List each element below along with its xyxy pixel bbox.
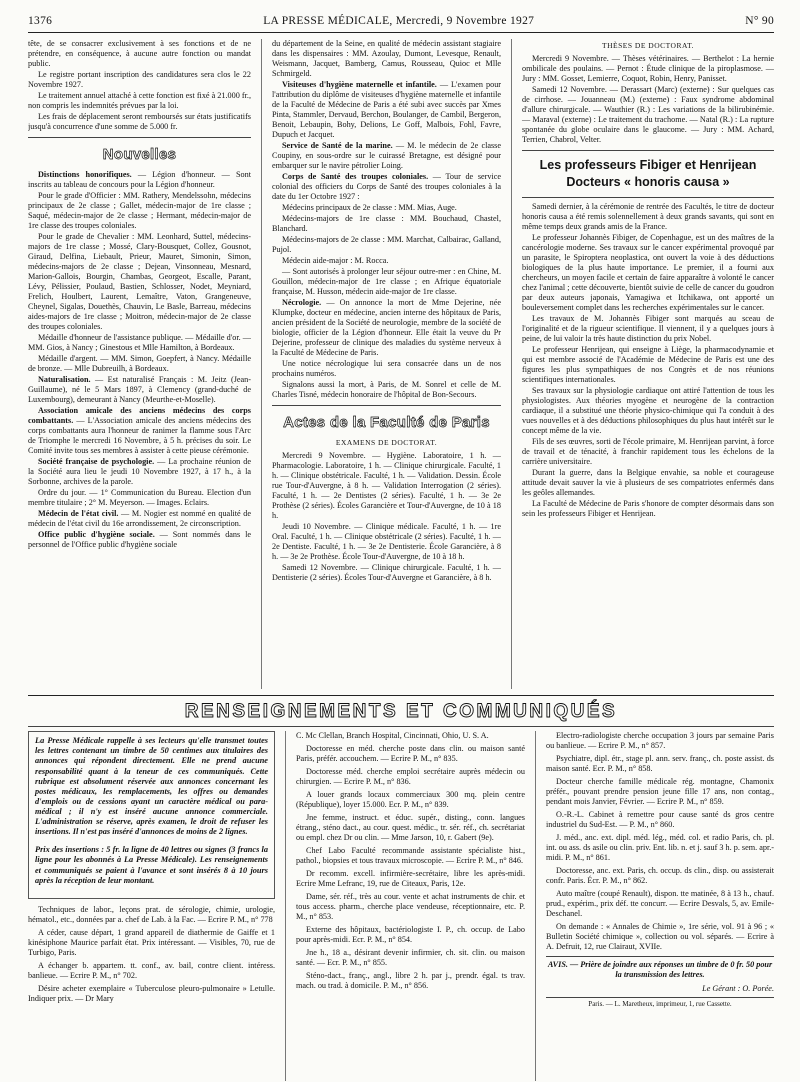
page-number: 1376 — [28, 15, 53, 27]
classified-ad: Doctoresse méd. cherche emploi secrétaire auprès médecin ou chirurgien. — Ecrire P. M., n° 836. — [296, 767, 525, 787]
classified-ad: Psychiatre, dipl. étr., stage pl. ann. serv. franç., ch. poste assist. ds maison santé. Ecr. P. M., n° 858. — [546, 754, 774, 774]
paragraph: La Faculté de Médecine de Paris s'honore de compter désormais dans son sein les professeurs Fibiger et Henrijean. — [522, 498, 774, 518]
column-3 — [512, 39, 774, 689]
headline-line-1: Les professeurs Fibiger et Henrijean — [539, 158, 757, 173]
classified-ad: Chef Labo Faculté recommande assistante spécialiste hist., pathol., biopsies et tous travaux microscopie. — Ecrire P. M., n° 846. — [296, 846, 525, 866]
paragraph: Ses travaux sur la physiologie cardiaque ont attiré l'attention de tous les physiologistes. Aux théories myogène et neurogène de la contraction cardiaque, il a substitué une théorie physico-chimique qui l'a conduit à des vues nouvelles et à des déductions philosophiques du plus haut intérêt sur le concept même de la vie. — [522, 385, 774, 435]
classifieds-column-2 — [286, 731, 536, 1081]
paragraph: Une notice nécrologique lui sera consacrée dans un de nos prochains numéros. — [272, 359, 501, 379]
paragraph: Mercredi 9 Novembre. — Hygiène. Laboratoire, 1 h. — Pharmacologie. Laboratoire, 1 h. — Clinique chirurgicale. Faculté, 1 h. — Clinique obstétricale. Faculté, 1 h. — Validation. Dessin. École rue Tour-d'Auvergne, à 8 h. — Validation Interrogation (2 séries). Faculté, 1 h. — 2e Dentistes (2 séries). Faculté, 1 h. — 3e 2e Prothèse (2 séries). Écoles Garancière et Tour-d'Auvergne, de 10 à 18 h. — [272, 451, 501, 521]
item-title: Office public d'hygiène sociale. — [38, 530, 155, 540]
printer-line: Paris. — L. Maretheux, imprimeur, 1, rue Cassette. — [546, 997, 774, 1009]
item-title: Service de Santé de la marine. — [282, 141, 393, 151]
paragraph: Médecin aide-major : M. Rocca. — [282, 256, 389, 266]
item-title: Visiteuses d'hygiène maternelle et infantile. — [282, 80, 437, 90]
paragraph: Signalons aussi la mort, à Paris, de M. Sonrel et celle de M. Charles Tisné, médecin honoraire de l'hôpital de Bon-Secours. — [272, 380, 501, 400]
headline-line-2: Docteurs « honoris causa » — [566, 175, 730, 190]
paragraph: Médaille d'argent. — MM. Simon, Goepfert, à Nancy. Médaille de bronze. — Mlle Dubreuilh, à Bordeaux. — [28, 354, 251, 374]
section-title-nouvelles: Nouvelles — [102, 146, 177, 164]
classified-ad: Jne femme, instruct. et éduc. supér., disting., conn. langues étrang., sténo dact., au cour. quest. médic., tr. sér. réf., ch. secrétariat ou empl. chez Dr ou clin. — Mme Jarson, 10, r. Gabert (9e). — [296, 813, 525, 843]
paragraph: Jeudi 10 Novembre. — Clinique médicale. Faculté, 1 h. — 1re Oral. Faculté, 1 h. — Clinique obstétricale (2 séries). Faculté, 1 h. — 2e Dentiste. Faculté, 1 h. — 3e 2e Dentisterie. École Garancière, à 8 h. — 3e 2e Prothèse. École Tour-d'Auvergne, de 10 à 18 h. — [272, 522, 501, 562]
item-body: — On annonce la mort de Mme Dejerine, née Klumpke, docteur en médecine, ancien interne des hôpitaux de Paris, ancien président de la Société de neurologie, membre de la société de biologie, officier de la Légion d'honneur. Elle était la veuve du Pr Dejerine, professeur de clinique des maladies du système nerveux à la Faculté de Médecine de Paris. — [272, 298, 501, 358]
paragraph: Samedi dernier, à la cérémonie de rentrée des Facultés, le titre de docteur honoris causa a été remis solennellement à deux grands savants, qui sont en même temps deux grands amis de la France. — [522, 201, 774, 231]
avis-notice: AVIS. — Prière de joindre aux réponses un timbre de 0 fr. 50 pour la transmission des lettres. — [546, 956, 774, 980]
section-banner — [28, 695, 774, 727]
item-title: Distinctions honorifiques. — [38, 170, 132, 180]
classifieds-section — [28, 731, 774, 1081]
column-1 — [28, 39, 262, 689]
item-body: — Légion d'honneur. — Sont inscrits au tableau de concours pour la Légion d'honneur. — [28, 170, 251, 190]
paragraph: Médaille d'honneur de l'assistance publique. — Médaille d'or. — MM. Gios, à Nancy ; Ginestous et Mlle Hamilton, à Bordeaux. — [28, 333, 251, 353]
classified-ad: A céder, cause départ, 1 grand appareil de diathermie de Gaiffe et 1 kinésiphone Maurice parfait état. Prix intéressant. — Visibles, 70, rue de Turbigo, Paris. — [28, 927, 275, 957]
page-header — [28, 14, 774, 33]
notice-box — [28, 731, 275, 899]
classified-ad: Dame, sér. réf., très au cour. vente et achat instruments de chir. et tous access. pharm., cherche place vendeuse, réceptionnaire, etc. P. M., n° 853. — [296, 892, 525, 922]
column-2 — [262, 39, 512, 689]
paragraph: Ordre du jour. — 1° Communication du Bureau. Election d'un membre titulaire ; 2° M. Meyerson. — Images. Eclairs. — [28, 488, 251, 508]
item-body: — Tour de service colonial des officiers du Corps de Santé des troupes coloniales à la date du 1er Octobre 1927 : — [272, 172, 502, 202]
item-body: — Sont nommés dans le personnel de l'Office public d'hygiène sociale — [28, 530, 251, 550]
publication-title: LA PRESSE MÉDICALE, Mercredi, 9 Novembre 1927 — [263, 15, 535, 27]
classified-ad: O.-R.-L. Cabinet à remettre pour cause santé ds gros centre industriel du Sud-Est. — P. M., n° 860. — [546, 810, 774, 830]
classified-ad: Externe des hôpitaux, bactériologiste I. P., ch. occup. de Labo pour après-midi. Ecr. P. M., n° 854. — [296, 925, 525, 945]
item-body: — L'Association amicale des anciens médecins des corps combattants aura l'honneur de ranimer la flamme sous l'Arc de Triomphe le mercredi 16 Novembre, à 5 h. précises du soir. Le Comité invite tous ses membres à assister à cette pieuse cérémonie. — [28, 416, 251, 456]
classifieds-column-3 — [536, 731, 774, 1081]
top-section — [28, 39, 774, 689]
article-headline — [522, 157, 774, 191]
classified-ad: Dr recomm. excell. infirmière-secrétaire, libre les après-midi. Ecrire Mme Lefranc, 19, rue de Citeaux, Paris, 12e. — [296, 869, 525, 889]
classified-ad: A échanger b. appartem. tt. conf., av. bail, contre client. intéress. banlieue. — Ecrire P. M., n° 702. — [28, 960, 275, 980]
paragraph: tête, de se consacrer exclusivement à ses fonctions et de ne prétendre, en conséquence, à aucune autre fonction ou mandat public. — [28, 39, 251, 69]
paragraph: Pour le grade d'Officier : MM. Rathery, Mendelssohn, médecins principaux de 2e classe ; Gallet, médecin-major de 1re classe ; Saqué, médecin-major de 2e classe ; Hermant, médecin-major de 1re classe des troupes coloniales. — [28, 191, 251, 231]
divider — [28, 137, 251, 138]
item-title: Corps de Santé des troupes coloniales. — [282, 172, 429, 182]
paragraph: Médecins principaux de 2e classe : MM. Mias, Auge. — [282, 203, 457, 213]
classified-ad: Jne h., 18 a., désirant devenir infirmier, ch. sit. clin. ou maison santé. — Ecr. P. M., n° 855. — [296, 948, 525, 968]
paragraph: Samedi 12 Novembre. — Derassart (Marc) (externe) : Sur quelques cas de cirrhose. — Jouanneau (M.) (externe) : Faux syndrome abdominal d'allure chirurgicale. — Wauthier (R.) : Les variations de la bilirubinémie. — Maraval (externe) : Le traitement du trachome. — Natal (R.) : La rupture spontanée du globe oculaire dans le glaucome. — Jury : MM. Achard, Terrien, Chabrol, Velter. — [522, 85, 774, 145]
paragraph: Mercredi 9 Novembre. — Thèses vétérinaires. — Berthelot : La hernie ombilicale des poulains. — Pernot : Étude clinique de la piroplasmose. — Jury : MM. Gosset, Lemierre, Coquot, Robin, Henry, Panisset. — [522, 54, 774, 84]
paragraph: Samedi 12 Novembre. — Clinique chirurgicale. Faculté, 1 h. — Dentisterie (2 séries). Écoles Tour-d'Auvergne et Garancière, à 8 h. — [272, 563, 501, 583]
issue-number: N° 90 — [745, 15, 774, 27]
subheading-theses: THÈSES DE DOCTORAT. — [602, 41, 694, 51]
item-body: — L'examen pour l'attribution du diplôme de visiteuses d'hygiène maternelle et infantile de la Faculté de Médecine de Paris a été subi avec succès par Xmes Pinta, Stammler, Dervaud, Berchon, Boulanger, de Cambil, Bergeron, Benoit, Lebaupin, Bohy, Delions, Le Goff, Malbois, Fohl, Favre, Dupuch et Jacquet. — [272, 80, 502, 140]
classified-ad: Doctoresse en méd. cherche poste dans clin. ou maison santé Paris, préfér. accouchem. — Ecrire P. M., n° 835. — [296, 744, 525, 764]
paragraph: Médecins-majors de 1re classe : MM. Bouchaud, Chastel, Blanchard. — [272, 214, 501, 234]
classified-ad: A louer grands locaux commerciaux 300 mq. plein centre (République), loyer 15.000. Ecr. P. M., n° 839. — [296, 790, 525, 810]
paragraph: — Sont autorisés à prolonger leur séjour outre-mer : en Chine, M. Gouillon, médecin-major de 1re classe ; en Afrique équatoriale française, M. Husson, médecin aide-major de 1re classe. — [272, 267, 501, 297]
notice-text: La Presse Médicale rappelle à ses lecteurs qu'elle transmet toutes les lettres contenant un timbre de 50 centimes aux titulaires des annonces qui répondent directement. Elle ne prend aucune responsabilité quant à la teneur de ces communiqués. Cette rubrique est absolument réservée aux annonces concernant les postes médicaux, les remplacements, les offres ou demandes d'emplois ou de cessions ayant un caractère médical ou para-médical ; il n'y est inséré aucune annonce commerciale. L'administration se réserve, après examen, le droit de refuser les insertions. Il n'est pas inséré d'annonces de moins de 2 lignes. — [35, 736, 268, 837]
paragraph: Fils de ses œuvres, sorti de l'école primaire, M. Henrijean parvint, à force de travail et de ténacité, à franchir rapidement tous les échelons de la carrière universitaire. — [522, 436, 774, 466]
paragraph: Le registre portant inscription des candidatures sera clos le 22 Novembre 1927. — [28, 70, 251, 90]
pricing-text: Prix des insertions : 5 fr. la ligne de 40 lettres ou signes (3 francs la ligne pour les abonnés à La Presse Médicale). Les renseignements et communiqués se paient à l'avance et sont insérés 8 à 10 jours après la réception de leur montant. — [35, 845, 268, 885]
paragraph: Durant la guerre, dans la Belgique envahie, sa noble et courageuse attitude devait sauver la vie à plusieurs de ses compatriotes enfermés dans les geôles allemandes. — [522, 467, 774, 497]
divider — [522, 197, 774, 198]
classified-ad: Electro-radiologiste cherche occupation 3 jours par semaine Paris ou banlieue. — Ecrire P. M., n° 857. — [546, 731, 774, 751]
classified-ad: J. méd., anc. ext. dipl. méd. lég., méd. col. et radio Paris, ch. pl. int. ou ass. ds asile ou clin. priv. Ent. lib. n. et j. sauf 3 h. p. sem. apr.-midi. P. M., n° 861. — [546, 833, 774, 863]
section-title-actes: Actes de la Faculté de Paris — [283, 414, 490, 432]
item-title: Médecin de l'état civil. — [38, 509, 119, 519]
item-title: Nécrologie. — [282, 298, 322, 308]
classified-ad: On demande : « Annales de Chimie », 1re série, vol. 91 à 96 ; « Bulletin Société chimique », collection ou vol. séparés. — Ecrire à A. Defruit, 12, rue Clairaut, XVIIe. — [546, 922, 774, 952]
paragraph: Les travaux de M. Johannès Fibiger sont marqués au sceau de l'originalité et de la rigueur scientifique. Il viennent, il y a quelques jours à peine, de lui valoir la très haute distinction du prix Nobel. — [522, 313, 774, 343]
item-body: — M. Nogier est nommé en qualité de médecin de l'état civil du 16e arrondissement, 2e circonscription. — [28, 509, 251, 529]
classified-ad: Techniques de labor., leçons prat. de sérologie, chimie, urologie, hématol., etc., données par a. chef de Lab. à la Fac. — Ecrire P. M., n° 778 — [28, 904, 275, 924]
classified-ad: Doctoresse, anc. ext. Paris, ch. occup. ds clin., disp. ou assisterait confr. Paris. Écr. P. M., n° 862. — [546, 866, 774, 886]
paragraph: Pour le grade de Chevalier : MM. Leonhard, Suttel, médecins-majors de 1re classe ; Mossé, Clary-Bousquet, Collez, Gousnot, Giraud, Delfina, Liebault, Prieur, Mauret, Simonin, Simon, médecins-majors de 2e classe ; Dejean, Vinsonneau, Mesnard, Marion-Gallois, Bourgin, Chambas, Georgeot, Escalle, Parant, Lévy, Pélissier, Poulaud, Bastien, Schlosser, Nodet, Meyniard, Frelich, Houlbert, Laurent, Lemaître, Vaton, Grangeneuve, Cheynel, Sigalas, Douethès, Chauvin, Le Basle, Barreau, médecins aides-majors de 1re classe ; Moitron, médecin-major de 2e classe des troupes coloniales. — [28, 232, 251, 332]
item-title: Société française de psychologie. — [38, 457, 155, 467]
classified-ad: Docteur cherche famille médicale rég. montagne, Chamonix préfér., pouvant prendre pension jeune fille 17 ans, non contag., pendant mois Janvier, Février. — Ecrire P. M., n° 859. — [546, 777, 774, 807]
classified-ad: Sténo-dact., franç., angl., libre 2 h. par j., prendr. égal. ts trav. mach. ou trad. à domicile. P. M., n° 856. — [296, 971, 525, 991]
item-body: — La prochaine réunion de la Société aura lieu le jeudi 10 Novembre 1927, à 17 h., à la Sorbonne, archives de la parole. — [28, 457, 252, 487]
subheading-examens: EXAMENS DE DOCTORAT. — [335, 438, 438, 448]
gerant-signature: Le Gérant : O. Porée. — [702, 984, 774, 994]
paragraph: Le professeur Henrijean, qui enseigne à Liège, la pharmacodynamie et qui est membre associé de l'Académie de Médecine de Paris est une des figures les plus sympathiques de nos Congrès et de nos réunions scientifiques internationales. — [522, 344, 774, 384]
paragraph: du département de la Seine, en qualité de médecin assistant stagiaire dans les dispensaires : MM. Azoulay, Dumont, Levesque, Renault, Weismann, Jacquet, Bamberg, Camus, Rousseau, Quioc et Mlle Schmirgeld. — [272, 39, 501, 79]
paragraph: Le traitement annuel attaché à cette fonction est fixé à 21.000 fr., non compris les indemnités prévues par la loi. — [28, 91, 251, 111]
item-title: Naturalisation. — [38, 375, 91, 385]
paragraph: Les frais de déplacement seront remboursés sur états justificatifs jusqu'à concurrence d'une somme de 5.000 fr. — [28, 112, 251, 132]
classifieds-column-1 — [28, 731, 286, 1081]
item-body: — M. le médecin de 2e classe Coupiny, en sous-ordre sur le cuirassé Bretagne, est désigné pour embarquer sur le navire pétrolier Loing. — [272, 141, 501, 171]
item-body: — Est naturalisé Français : M. Jeitz (Jean-Guillaume), né le 5 Mars 1897, à Clemency (grand-duché de Luxembourg), demeurant à Nancy (Meurthe-et-Moselle). — [28, 375, 251, 405]
paragraph: Le professeur Johannès Fibiger, de Copenhague, est un des maîtres de la cancérologie moderne. Ses travaux sur le cancer expérimental provoqué par un parasite, le Spiroptera neoplastica, ont ouvert la voie à des déductions biologiques de la plus haute importance. Le premier, il a fourni aux chercheurs, un moyen facile et certain de faire apparaître à volonté le cancer chez l'animal ; cette découverte, bientôt suivie de celle de cancer du goudron par deux auteurs japonais, Yamagiwa et Itchikawa, ont apporté un bouleversement complet dans les recherches expérimentales sur le cancer. — [522, 232, 774, 312]
paragraph: Médecins-majors de 2e classe : MM. Marchat, Calbairac, Galland, Pujol. — [272, 235, 501, 255]
divider — [272, 405, 501, 406]
classified-ad: Auto maître (coupé Renault), dispon. tte matinée, 8 à 13 h., chauf. prud., expérim., prix déf. tte concurr. — Ecrire Desvals, 5, av. Emile-Deschanel. — [546, 889, 774, 919]
classified-ad: C. Mc Clellan, Branch Hospital, Cincinnati, Ohio, U. S. A. — [296, 731, 489, 741]
banner-title: RENSEIGNEMENTS ET COMMUNIQUÉS — [184, 701, 618, 723]
classified-ad: Désire acheter exemplaire « Tuberculose pleuro-pulmonaire » Letulle. Indiquer prix. — Dr Mary — [28, 983, 275, 1003]
divider — [522, 150, 774, 151]
item-title: Association amicale des anciens médecins des corps combattants. — [28, 406, 251, 426]
